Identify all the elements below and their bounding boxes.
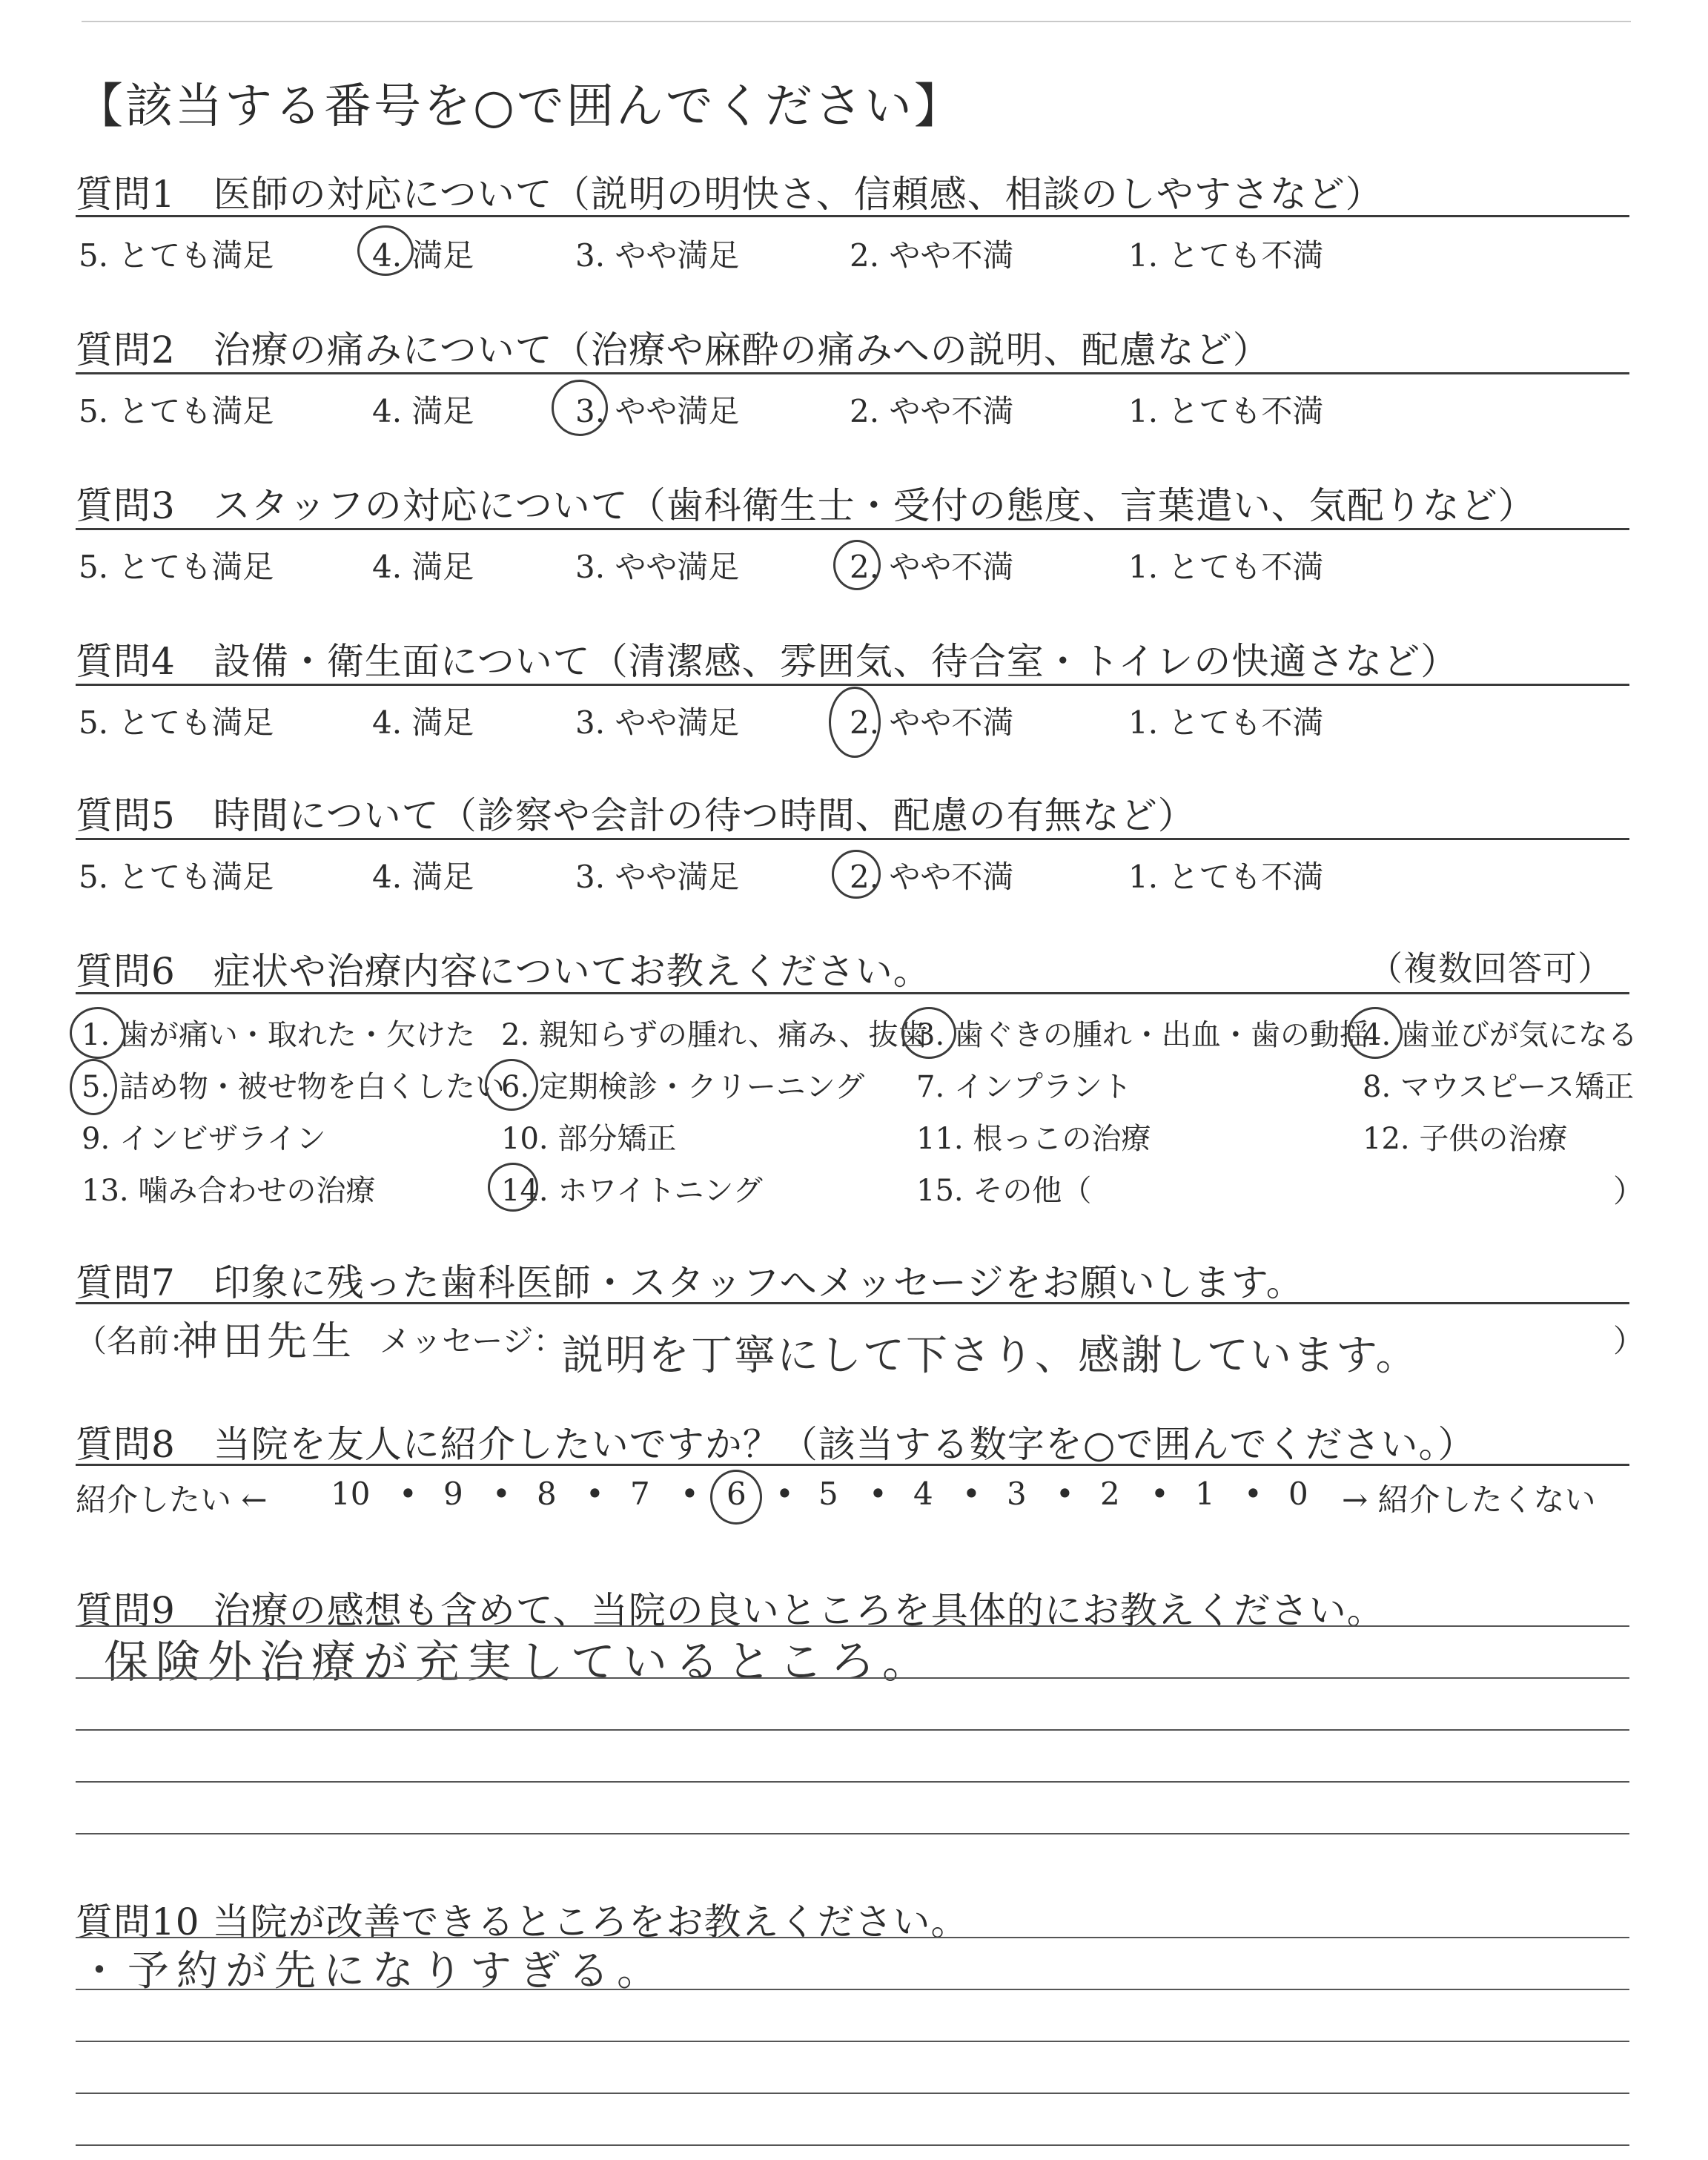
q1-rule bbox=[76, 215, 1629, 217]
q6-option-6[interactable]: 6. 定期検診・クリーニング bbox=[501, 1070, 865, 1104]
q10-title: 質問10 当院が改善できるところをお教えください。 bbox=[76, 1900, 969, 1943]
q9-title: 質問9 治療の感想も含めて、当院の良いところを具体的にお教えください。 bbox=[76, 1589, 1385, 1632]
q6-option-2[interactable]: 2. 親知らずの腫れ、痛み、抜歯 bbox=[501, 1018, 928, 1052]
q6-option-8[interactable]: 8. マウスピース矯正 bbox=[1363, 1070, 1635, 1104]
q1-option-5[interactable]: 5. とても満足 bbox=[79, 237, 274, 274]
q5-option-2[interactable]: 2. やや不満 bbox=[850, 859, 1014, 895]
q10-answer-handwriting: ・予約が先になりすぎる。 bbox=[79, 1947, 666, 1995]
q7-close-paren: ） bbox=[1613, 1323, 1645, 1359]
q6-option-11[interactable]: 11. 根っこの治療 bbox=[916, 1122, 1151, 1156]
q3-option-2[interactable]: 2. やや不満 bbox=[850, 549, 1014, 585]
q8-dot: • bbox=[681, 1476, 699, 1512]
q7-title: 質問7 印象に残った歯科医師・スタッフへメッセージをお願いします。 bbox=[76, 1261, 1304, 1304]
q9-answer-handwriting: 保険外治療が充実しているところ。 bbox=[104, 1636, 934, 1688]
q6-option-4[interactable]: 4. 歯並びが気になる bbox=[1363, 1018, 1638, 1052]
q8-scale-9[interactable]: 9 bbox=[443, 1476, 463, 1512]
q2-option-2[interactable]: 2. やや不満 bbox=[850, 393, 1014, 429]
q8-scale-0[interactable]: 0 bbox=[1288, 1476, 1308, 1512]
q4-option-2[interactable]: 2. やや不満 bbox=[850, 704, 1014, 741]
q2-rule bbox=[76, 372, 1629, 374]
q9-rule-4 bbox=[76, 1781, 1629, 1783]
q8-dot: • bbox=[1056, 1476, 1074, 1512]
q8-right-label: → 紹介したくない bbox=[1342, 1482, 1596, 1518]
q7-message-label: メッセージ： bbox=[380, 1323, 565, 1359]
q5-option-3[interactable]: 3. やや満足 bbox=[575, 859, 740, 895]
q6-option-9[interactable]: 9. インビザライン bbox=[82, 1122, 326, 1156]
q5-option-4[interactable]: 4. 満足 bbox=[372, 859, 474, 895]
q4-option-3[interactable]: 3. やや満足 bbox=[575, 704, 740, 741]
q7-message-handwriting: 説明を丁寧にして下さり、感謝しています。 bbox=[562, 1332, 1419, 1380]
q8-scale-4[interactable]: 4 bbox=[913, 1476, 933, 1512]
q10-rule-3 bbox=[76, 2041, 1629, 2042]
q6-option-1[interactable]: 1. 歯が痛い・取れた・欠けた bbox=[82, 1018, 475, 1052]
q5-option-1[interactable]: 1. とても不満 bbox=[1128, 859, 1324, 895]
q8-scale-8[interactable]: 8 bbox=[537, 1476, 557, 1512]
q6-option-12[interactable]: 12. 子供の治療 bbox=[1363, 1122, 1568, 1156]
q4-option-5[interactable]: 5. とても満足 bbox=[79, 704, 274, 741]
q9-rule-2 bbox=[76, 1677, 1629, 1679]
q2-selection-circle bbox=[552, 380, 608, 436]
q8-left-label: 紹介したい ← bbox=[76, 1482, 268, 1518]
q8-dot: • bbox=[399, 1476, 417, 1512]
q8-dot: • bbox=[962, 1476, 981, 1512]
q4-option-4[interactable]: 4. 満足 bbox=[372, 704, 474, 741]
q8-dot: • bbox=[1244, 1476, 1262, 1512]
q6-option-15[interactable]: 15. その他（ bbox=[916, 1174, 1092, 1208]
q3-selection-circle bbox=[833, 540, 881, 590]
q5-rule bbox=[76, 838, 1629, 840]
q4-rule bbox=[76, 684, 1629, 686]
q8-scale-7[interactable]: 7 bbox=[630, 1476, 650, 1512]
q1-option-1[interactable]: 1. とても不満 bbox=[1128, 237, 1324, 274]
q2-option-1[interactable]: 1. とても不満 bbox=[1128, 393, 1324, 429]
q1-option-4[interactable]: 4. 満足 bbox=[372, 237, 474, 274]
q5-title: 質問5 時間について（診察や会計の待つ時間、配慮の有無など） bbox=[76, 794, 1196, 837]
q10-rule-2 bbox=[76, 1989, 1629, 1990]
q6-option-14[interactable]: 14. ホワイトニング bbox=[501, 1174, 763, 1208]
q7-name-handwriting: 神田先生 bbox=[178, 1318, 356, 1364]
q6-option-13[interactable]: 13. 噛み合わせの治療 bbox=[82, 1174, 376, 1208]
q7-rule bbox=[76, 1302, 1629, 1304]
q8-dot: • bbox=[586, 1476, 604, 1512]
q8-rule bbox=[76, 1464, 1629, 1466]
q6-other-close-paren: ） bbox=[1613, 1173, 1645, 1209]
q6-title: 質問6 症状や治療内容についてお教えください。 bbox=[76, 950, 931, 993]
q5-option-5[interactable]: 5. とても満足 bbox=[79, 859, 274, 895]
q8-scale-5[interactable]: 5 bbox=[818, 1476, 838, 1512]
q2-option-3[interactable]: 3. やや満足 bbox=[575, 393, 740, 429]
q5-selection-circle bbox=[832, 850, 881, 899]
q8-scale-6[interactable]: 6 bbox=[726, 1476, 747, 1512]
q1-option-3[interactable]: 3. やや満足 bbox=[575, 237, 740, 274]
q10-rule-4 bbox=[76, 2093, 1629, 2094]
q8-scale-1[interactable]: 1 bbox=[1195, 1476, 1215, 1512]
q7-name-label: （名前： bbox=[76, 1323, 201, 1359]
q8-scale-2[interactable]: 2 bbox=[1100, 1476, 1120, 1512]
q6-selection-circle-5 bbox=[70, 1059, 117, 1115]
q4-option-1[interactable]: 1. とても不満 bbox=[1128, 704, 1324, 741]
q3-title: 質問3 スタッフの対応について（歯科衛生士・受付の態度、言葉遣い、気配りなど） bbox=[76, 484, 1536, 527]
q8-scale-10[interactable]: 10 bbox=[331, 1476, 371, 1512]
q8-dot: • bbox=[492, 1476, 511, 1512]
q8-selection-circle bbox=[710, 1470, 762, 1525]
q3-option-5[interactable]: 5. とても満足 bbox=[79, 549, 274, 585]
q1-selection-circle bbox=[357, 225, 414, 276]
q1-option-2[interactable]: 2. やや不満 bbox=[850, 237, 1014, 274]
q10-rule-5 bbox=[76, 2144, 1629, 2146]
q6-option-5[interactable]: 5. 詰め物・被せ物を白くしたい bbox=[82, 1070, 505, 1104]
q3-option-1[interactable]: 1. とても不満 bbox=[1128, 549, 1324, 585]
q9-rule-3 bbox=[76, 1729, 1629, 1731]
q8-scale-3[interactable]: 3 bbox=[1007, 1476, 1027, 1512]
q2-option-5[interactable]: 5. とても満足 bbox=[79, 393, 274, 429]
q6-option-3[interactable]: 3. 歯ぐきの腫れ・出血・歯の動揺 bbox=[916, 1018, 1369, 1052]
q3-option-4[interactable]: 4. 満足 bbox=[372, 549, 474, 585]
q2-option-4[interactable]: 4. 満足 bbox=[372, 393, 474, 429]
q6-multi-answer-note: （複数回答可） bbox=[1368, 948, 1612, 988]
q4-title: 質問4 設備・衛生面について（清潔感、雰囲気、待合室・トイレの快適さなど） bbox=[76, 640, 1459, 683]
q6-selection-circle-6 bbox=[485, 1059, 538, 1111]
q4-selection-circle bbox=[829, 687, 881, 758]
top-edge-rule bbox=[82, 21, 1631, 22]
q6-option-10[interactable]: 10. 部分矯正 bbox=[501, 1122, 677, 1156]
q6-selection-circle-3 bbox=[901, 1007, 956, 1059]
q9-rule-5 bbox=[76, 1833, 1629, 1834]
q8-dot: • bbox=[1151, 1476, 1169, 1512]
q3-option-3[interactable]: 3. やや満足 bbox=[575, 549, 740, 585]
q8-dot: • bbox=[775, 1476, 794, 1512]
q6-selection-circle-1 bbox=[70, 1007, 126, 1059]
q6-selection-circle-4 bbox=[1348, 1007, 1403, 1059]
q1-title: 質問1 医師の対応について（説明の明快さ、信頼感、相談のしやすさなど） bbox=[76, 173, 1383, 216]
instruction-title: 【該当する番号を○で囲んでください】 bbox=[76, 79, 964, 134]
q2-title: 質問2 治療の痛みについて（治療や麻酔の痛みへの説明、配慮など） bbox=[76, 328, 1271, 371]
q6-option-7[interactable]: 7. インプラント bbox=[916, 1070, 1132, 1104]
q6-rule bbox=[76, 992, 1629, 994]
q3-rule bbox=[76, 528, 1629, 530]
q6-selection-circle-14 bbox=[488, 1163, 538, 1212]
q8-dot: • bbox=[869, 1476, 887, 1512]
q8-title: 質問8 当院を友人に紹介したいですか？（該当する数字を○で囲んでください。） bbox=[76, 1423, 1476, 1466]
